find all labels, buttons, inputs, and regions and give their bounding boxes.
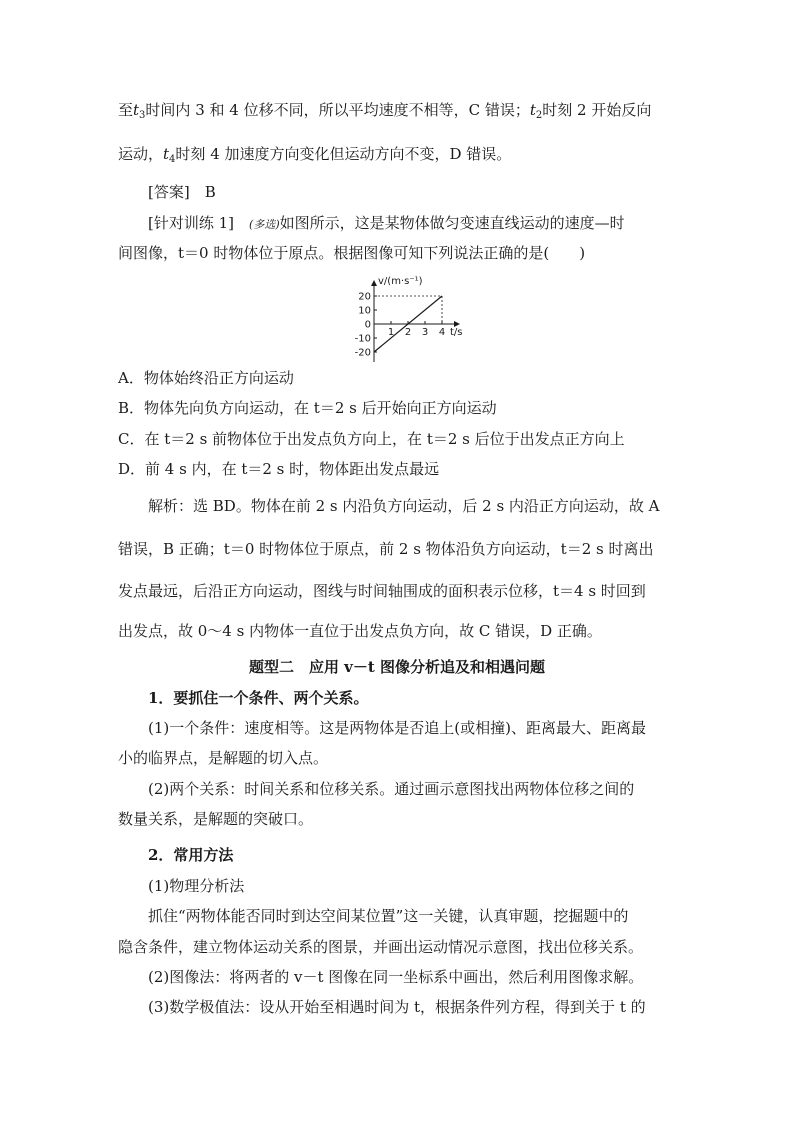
body-line: 隐含条件，建立物体运动关系的图景，并画出运动情况示意图，找出位移关系。: [118, 938, 644, 956]
body-line: (1)一个条件：速度相等。这是两物体是否追上(或相撞)、距离最大、距离最: [148, 719, 646, 737]
body-line: (2)两个关系：时间关系和位移关系。通过画示意图找出两物体位移之间的: [148, 780, 635, 798]
option-d: D．前 4 s 内，在 t＝2 s 时，物体距出发点最远: [118, 460, 440, 478]
x-tick-label: 1: [387, 327, 395, 338]
paragraph-line: 运动，$t_4$时刻 4 加速度方向变化但运动方向不变，D 错误。: [118, 145, 512, 165]
x-axis-label: t/s: [450, 327, 463, 338]
body-line: (3)数学极值法：设从开始至相遇时间为 t，根据条件列方程，得到关于 t 的: [148, 998, 646, 1016]
body-line: 小的临界点，是解题的切入点。: [118, 749, 329, 767]
body-line: (1)物理分析法: [148, 877, 245, 895]
analysis-line: 错误，B 正确；t＝0 时物体位于原点，前 2 s 物体沿负方向运动，t＝2 s 时离出: [118, 540, 654, 558]
x-tick-label: 2: [404, 327, 412, 338]
analysis-line: 解析：选 BD。物体在前 2 s 内沿负方向运动，后 2 s 内沿正方向运动，故 A: [148, 497, 660, 515]
x-tick-label: 3: [421, 327, 429, 338]
body-heading: 1．要抓住一个条件、两个关系。: [148, 689, 369, 707]
section-title: 题型二 应用 v－t 图像分析追及和相遇问题: [248, 658, 546, 676]
y-tick-label: 0: [364, 319, 371, 331]
answer-line: [148, 182, 708, 202]
body-line: 抓住“两物体能否同时到达空间某位置”这一关键，认真审题，挖掘题中的: [148, 907, 629, 925]
y-tick-label: -10: [354, 333, 371, 345]
analysis-line: 发点最远，后沿正方向运动，图线与时间轴围成的面积表示位移，t＝4 s 时回到: [118, 582, 646, 600]
option-c: C．在 t＝2 s 前物体位于出发点负方向上，在 t＝2 s 后位于出发点正方向上: [118, 430, 625, 448]
y-tick-label: 10: [358, 305, 371, 317]
paragraph-line: 至$t_3$时间内 3 和 4 位移不同，所以平均速度不相等，C 错误；$t_2$时刻 2 开始反向: [118, 101, 652, 121]
y-tick-label: 20: [358, 291, 371, 303]
exercise-line: 间图像，t＝0 时物体位于原点。根据图像可知下列说法正确的是( ): [118, 244, 586, 262]
body-heading: 2．常用方法: [148, 846, 234, 864]
y-axis-label: v/(m·s⁻¹): [378, 276, 423, 287]
analysis-line: 出发点，故 0～4 s 内物体一直位于出发点负方向，故 C 错误，D 正确。: [118, 622, 602, 640]
answer-value: B: [204, 183, 216, 201]
option-a: A．物体始终沿正方向运动: [118, 369, 294, 387]
body-line: (2)图像法：将两者的 v－t 图像在同一坐标系中画出，然后利用图像求解。: [148, 968, 644, 986]
exercise-label: [针对训练 1]: [148, 214, 235, 232]
y-axis-arrow: [371, 280, 377, 286]
option-b: B．物体先向负方向运动，在 t＝2 s 后开始向正方向运动: [118, 399, 497, 417]
x-tick-label: 4: [438, 327, 446, 338]
answer-label: [答案]: [148, 183, 190, 201]
velocity-time-chart: [338, 272, 478, 370]
exercise-line: [针对训练 1] (多选)如图所示，这是某物体做匀变速直线运动的速度—时: [148, 214, 625, 232]
y-tick-label: -20: [354, 347, 371, 359]
body-line: 数量关系，是解题的突破口。: [118, 810, 314, 828]
multi-choice-tag: (多选): [249, 218, 280, 231]
